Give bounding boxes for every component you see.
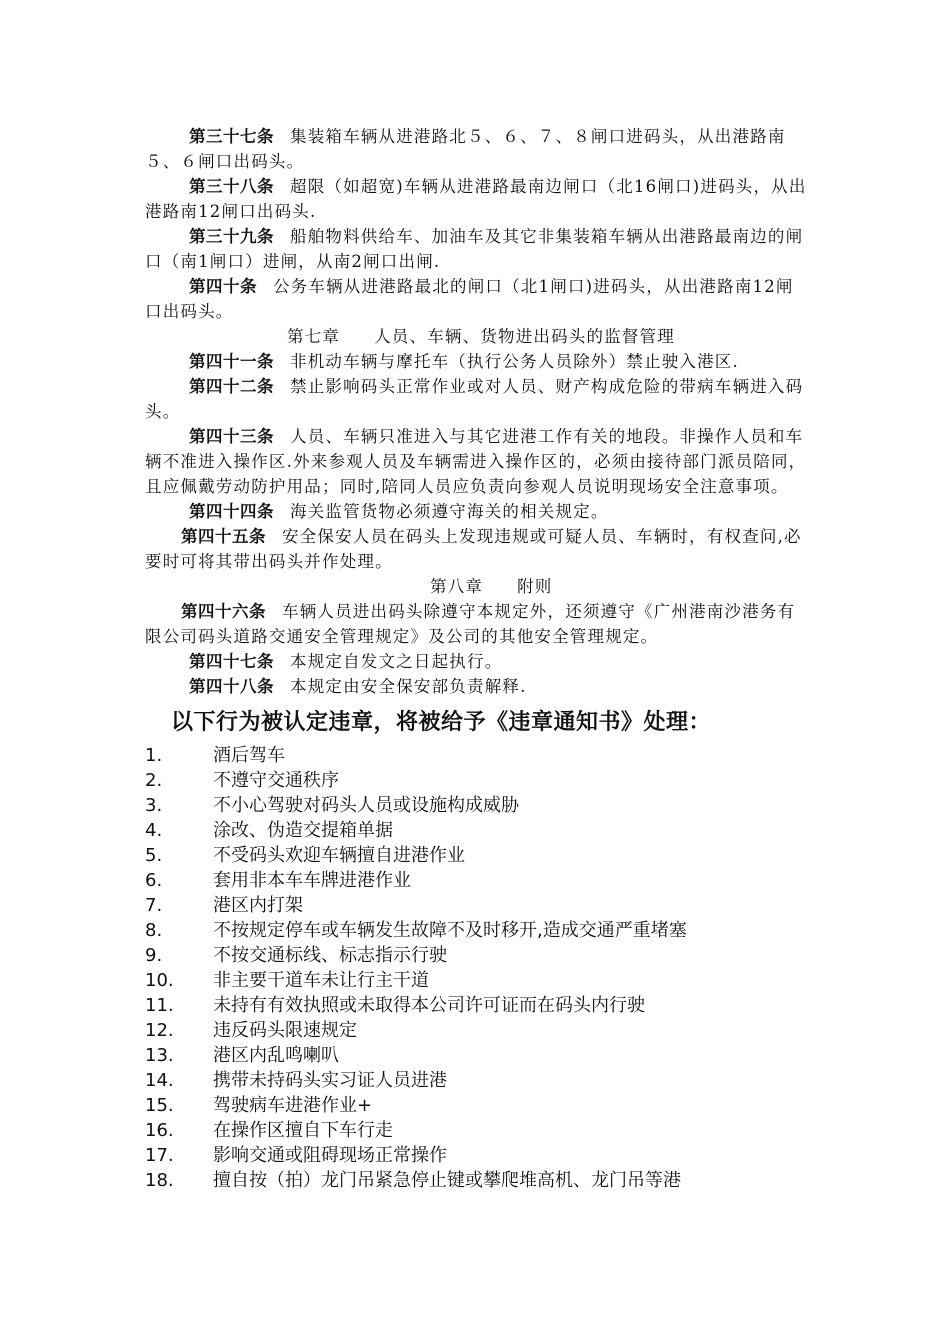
list-text: 在操作区擅自下车行走 xyxy=(213,1120,393,1141)
list-text: 不遵守交通秩序 xyxy=(213,770,339,791)
list-item xyxy=(145,793,810,818)
list-number: 4. xyxy=(145,820,163,841)
chapter-number: 第七章 xyxy=(287,327,341,346)
list-item xyxy=(145,843,810,868)
list-item xyxy=(145,1043,810,1068)
article-42 xyxy=(145,374,810,424)
list-text: 擅自按（拍）龙门吊紧急停止键或攀爬堆高机、龙门吊等港 xyxy=(213,1170,681,1191)
article-text: 禁止影响码头正常作业或对人员、财产构成危险的带病车辆进入码头。 xyxy=(145,377,804,421)
violation-heading: 以下行为被认定违章，将被给予《违章通知书》处理： xyxy=(171,710,712,735)
list-number: 6. xyxy=(145,870,163,891)
list-text: 不小心驾驶对码头人员或设施构成威胁 xyxy=(213,795,519,816)
list-number: 17. xyxy=(145,1145,174,1166)
list-item xyxy=(145,1068,810,1093)
violation-list xyxy=(145,743,810,1193)
chapter-8-heading xyxy=(145,574,810,599)
list-number: 2. xyxy=(145,770,163,791)
list-number: 9. xyxy=(145,945,163,966)
article-label: 第三十七条 xyxy=(189,127,274,146)
article-label: 第三十八条 xyxy=(189,177,274,196)
list-item xyxy=(145,743,810,768)
list-text: 携带未持码头实习证人员进港 xyxy=(213,1070,447,1091)
list-number: 12. xyxy=(145,1020,174,1041)
list-text: 驾驶病车进港作业+ xyxy=(213,1095,373,1116)
article-label: 第四十五条 xyxy=(181,527,266,546)
list-text: 酒后驾车 xyxy=(213,745,285,766)
article-text: 海关监管货物必须遵守海关的相关规定。 xyxy=(290,502,609,521)
list-item xyxy=(145,968,810,993)
list-item xyxy=(145,1093,810,1118)
list-item xyxy=(145,943,810,968)
chapter-7-heading xyxy=(145,324,810,349)
list-number: 14. xyxy=(145,1070,174,1091)
article-48 xyxy=(145,674,810,699)
article-text: 本规定自发文之日起执行。 xyxy=(290,652,503,671)
article-label: 第四十七条 xyxy=(189,652,274,671)
list-text: 不按交通标线、标志指示行驶 xyxy=(213,945,447,966)
list-text: 影响交通或阻碍现场正常操作 xyxy=(213,1145,447,1166)
article-text: 集装箱车辆从进港路北５、６、７、８闸口进码头，从出港路南５、６闸口出码头。 xyxy=(145,127,786,171)
article-label: 第四十八条 xyxy=(189,677,274,696)
list-number: 5. xyxy=(145,845,163,866)
article-label: 第四十三条 xyxy=(189,427,274,446)
article-text: 人员、车辆只准进入与其它进港工作有关的地段。非操作人员和车辆不准进入操作区.外来参观人员及车辆需进入操作区的，必须由接待部门派员陪同，且应佩戴劳动防护用品；同时,陪同人员应负责向参观人员说明现场安全注意事项。 xyxy=(145,427,807,496)
article-text: 本规定由安全保安部负责解释. xyxy=(290,677,527,696)
article-text: 公务车辆从进港路最北的闸口（北1闸口)进码头，从出港路南12闸口出码头。 xyxy=(145,277,794,321)
article-label: 第四十二条 xyxy=(189,377,274,396)
list-text: 不受码头欢迎车辆擅自进港作业 xyxy=(213,845,465,866)
article-label: 第三十九条 xyxy=(189,227,274,246)
list-text: 违反码头限速规定 xyxy=(213,1020,357,1041)
list-number: 8. xyxy=(145,920,163,941)
list-item xyxy=(145,918,810,943)
list-number: 1. xyxy=(145,745,163,766)
list-number: 10. xyxy=(145,970,174,991)
article-37 xyxy=(145,124,810,174)
article-label: 第四十四条 xyxy=(189,502,274,521)
article-38 xyxy=(145,174,810,224)
list-text: 非主要干道车未让行主干道 xyxy=(213,970,429,991)
article-text: 安全保安人员在码头上发现违规或可疑人员、车辆时，有权查问,必要时可将其带出码头并作处理。 xyxy=(145,527,802,571)
chapter-number: 第八章 xyxy=(430,577,484,596)
list-item xyxy=(145,768,810,793)
list-text: 涂改、伪造交提箱单据 xyxy=(213,820,393,841)
chapter-title: 附则 xyxy=(517,577,553,596)
article-39 xyxy=(145,224,810,274)
list-number: 11. xyxy=(145,995,174,1016)
article-text: 车辆人员进出码头除遵守本规定外，还须遵守《广州港南沙港务有限公司码头道路交通安全管理规定》及公司的其他安全管理规定。 xyxy=(145,602,796,646)
list-text: 不按规定停车或车辆发生故障不及时移开,造成交通严重堵塞 xyxy=(213,920,687,941)
article-45 xyxy=(145,524,810,574)
list-item xyxy=(145,1018,810,1043)
list-item xyxy=(145,1143,810,1168)
list-text: 港区内乱鸣喇叭 xyxy=(213,1045,339,1066)
list-number: 3. xyxy=(145,795,163,816)
article-text: 船舶物料供给车、加油车及其它非集装箱车辆从出港路最南边的闸口（南1闸口）进闸，从南2闸口出闸. xyxy=(145,227,804,271)
article-41 xyxy=(145,349,810,374)
list-item xyxy=(145,868,810,893)
list-number: 15. xyxy=(145,1095,174,1116)
article-text: 非机动车辆与摩托车（执行公务人员除外）禁止驶入港区. xyxy=(290,352,739,371)
document-page xyxy=(145,124,810,1193)
article-44 xyxy=(145,499,810,524)
article-43 xyxy=(145,424,810,499)
article-label: 第四十条 xyxy=(189,277,257,296)
list-item xyxy=(145,1168,810,1193)
list-text: 套用非本车车牌进港作业 xyxy=(213,870,411,891)
list-item xyxy=(145,1118,810,1143)
article-label: 第四十一条 xyxy=(189,352,274,371)
article-46 xyxy=(145,599,810,649)
article-40 xyxy=(145,274,810,324)
list-item xyxy=(145,993,810,1018)
article-47 xyxy=(145,649,810,674)
list-number: 7. xyxy=(145,895,163,916)
list-number: 13. xyxy=(145,1045,174,1066)
article-label: 第四十六条 xyxy=(181,602,266,621)
list-item xyxy=(145,818,810,843)
chapter-title: 人员、车辆、货物进出码头的监督管理 xyxy=(374,327,676,346)
list-number: 16. xyxy=(145,1120,174,1141)
list-number: 18. xyxy=(145,1170,174,1191)
list-item xyxy=(145,893,810,918)
list-text: 港区内打架 xyxy=(213,895,303,916)
list-text: 未持有有效执照或未取得本公司许可证而在码头内行驶 xyxy=(213,995,645,1016)
article-text: 超限（如超宽)车辆从进港路最南边闸口（北16闸口)进码头，从出港路南12闸口出码头. xyxy=(145,177,807,221)
